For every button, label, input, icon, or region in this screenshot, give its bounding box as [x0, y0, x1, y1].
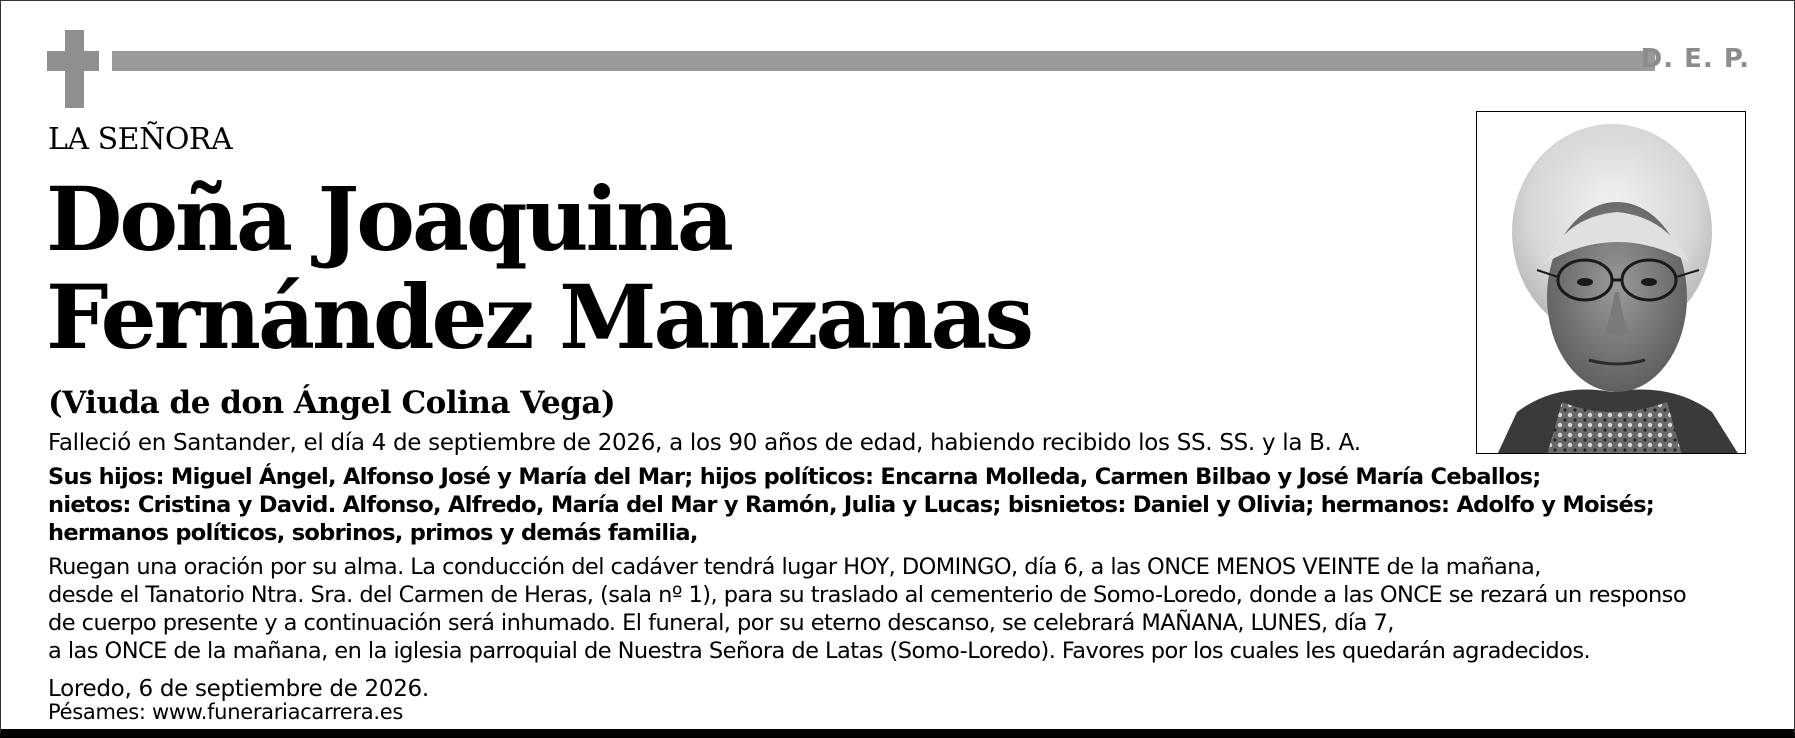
death-notice [48, 429, 1361, 457]
name-line-2: Fernández Manzanas [46, 265, 1032, 369]
prayer-details [48, 553, 1686, 665]
name-line-1: Doña Joaquina [46, 167, 731, 271]
family-line: hermanos políticos, sobrinos, primos y demás familia, [48, 520, 698, 546]
family-line: nietos: Cristina y David. Alfonso, Alfredo, María del Mar y Ramón, Julia y Lucas; bisnietos: Daniel y Olivia; hermanos: Adolfo y Moisés; [48, 492, 1655, 518]
portrait-photo [1476, 111, 1746, 454]
place-date: Loredo, 6 de septiembre de 2026. [48, 676, 429, 702]
death-notice-text: Falleció en Santander, el día 4 de septiembre de 2026, a los 90 años de edad, habiendo recibido los SS. SS. y la B. A. [48, 430, 1361, 456]
condolences-link: Pésames: www.funerariacarrera.es [48, 700, 403, 724]
prayer-line: a las ONCE de la mañana, en la iglesia parroquial de Nuestra Señora de Latas (Somo-Loredo). Favores por los cuales les quedarán agradecidos. [48, 638, 1591, 664]
portrait-image [1477, 112, 1746, 454]
intro-title: LA SEÑORA [48, 122, 233, 157]
widow-of: (Viuda de don Ángel Colina Vega) [48, 385, 616, 421]
header-rule [112, 51, 1655, 71]
family-line: Sus hijos: Miguel Ángel, Alfonso José y María del Mar; hijos políticos: Encarna Molleda, Carmen Bilbao y José María Ceballos; [48, 464, 1541, 490]
prayer-line: Ruegan una oración por su alma. La conducción del cadáver tendrá lugar HOY, DOMINGO, día 6, a las ONCE MENOS VEINTE de la mañana, [48, 554, 1541, 580]
prayer-line: desde el Tanatorio Ntra. Sra. del Carmen de Heras, (sala nº 1), para su traslado al cementerio de Somo-Loredo, donde a las ONCE se rezará un responso [48, 582, 1687, 608]
deceased-name [46, 167, 1032, 369]
prayer-line: de cuerpo presente y a continuación será inhumado. El funeral, por su eterno descanso, se celebrará MAÑANA, LUNES, día 7, [48, 610, 1394, 636]
dep-label: D. E. P. [1640, 44, 1750, 74]
family-list [48, 463, 1654, 547]
